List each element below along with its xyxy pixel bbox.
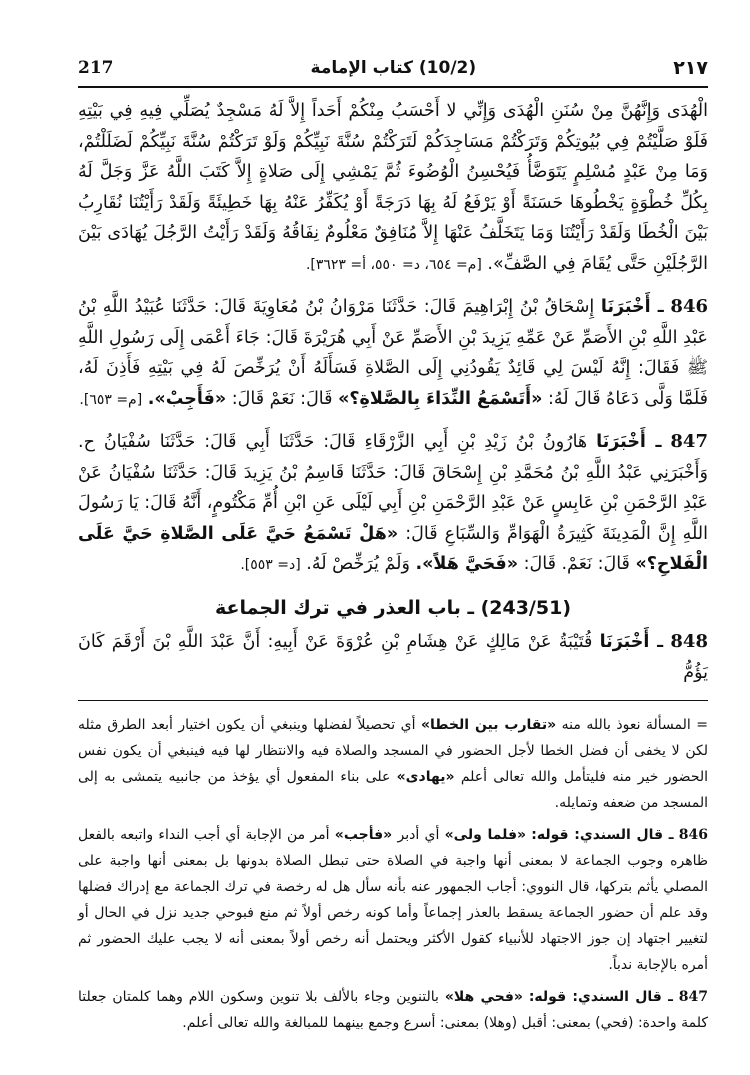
- hadith-number: 846: [670, 296, 708, 317]
- hadith-846: 846 ـ أَخْبَرَنَا إِسْحَاقُ بْنُ إِبْرَاهِيمَ قَالَ: حَدَّثَنَا مَرْوَانُ بْنُ مُعَاوِيَةَ قَالَ: حَدَّثَنَا عُبَيْدُ اللَّهِ بْنُ عَبْدِ اللَّهِ بْنِ الأَصَمِّ عَنْ عَمِّهِ يَزِيدَ بْنِ الأَصَمِّ عَنْ أَبِي هُرَيْرَةَ قَالَ: جَاءَ أَعْمَى إِلَى رَسُولِ اللَّهِ ﷺ فَقَالَ: إِنَّهُ لَيْسَ لِي قَائِدٌ يَقُودُنِي إِلَى الصَّلاةِ فَسَأَلَهُ أَنْ يُرَخِّصَ لَهُ فِي بَيْتِهِ فَأَذِنَ لَهُ، فَلَمَّا وَلَّى دَعَاهُ قَالَ لَهُ: «أَتَسْمَعُ النِّدَاءَ بِالصَّلاةِ؟» قَالَ: نَعَمْ قَالَ: «فَأَجِبْ». [م= ٦٥٣].: [78, 296, 708, 409]
- hadith-reference: [د= ٥٥٣].: [240, 557, 301, 573]
- footnote-text: على بناء المفعول أي يؤخذ من جانبيه يتمشى به إلى المسجد من ضعفه وتمايله.: [78, 769, 708, 811]
- hadith-continuation: [78, 96, 708, 280]
- footnote-continuation: [78, 712, 708, 816]
- hadith-quote: «فَأَجِبْ».: [147, 388, 227, 409]
- footnote-number: 847: [678, 989, 708, 1005]
- footnote-keyword: «يهادى»: [396, 769, 455, 785]
- footnote-label: ـ قال السندي: قوله:: [528, 989, 673, 1005]
- hadith-848: 848 ـ أَخْبَرَنَا قُتَيْبَةُ عَنْ مَالِكٍ عَنْ هِشَامِ بْنِ عُرْوَةَ عَنْ أَبِيهِ: أَنَّ عَبْدَ اللَّهِ بْنَ أَرْقَمَ كَانَ يَؤُمُّ: [78, 631, 708, 683]
- hadith-quote: «فَحَيَّ هَلاً».: [415, 554, 519, 574]
- hadith-847: 847 ـ أَخْبَرَنَا هَارُونُ بْنُ زَيْدِ بْنِ أَبِي الزَّرْقَاءِ قَالَ: حَدَّثَنَا أَبِي قَالَ: حَدَّثَنَا سُفْيَانُ ح. وَأَخْبَرَنِي عَبْدُ اللَّهِ بْنُ مُحَمَّدِ بْنِ إِسْحَاقَ قَالَ: حَدَّثَنَا قَاسِمُ بْنُ يَزِيدَ قَالَ: حَدَّثَنَا سُفْيَانُ عَنْ عَبْدِ الرَّحْمَنِ بْنِ عَابِسٍ عَنْ عَبْدِ الرَّحْمَنِ بْنِ أَبِي لَيْلَى عَنِ ابْنِ أُمِّ مَكْتُومٍ، أَنَّهُ قَالَ: يَا رَسُولَ اللَّهِ إِنَّ الْمَدِينَةَ كَثِيرَةُ الْهَوَامِّ وَالسِّبَاعِ قَالَ: «هَلْ تَسْمَعُ حَيَّ عَلَى الصَّلاةِ حَيَّ عَلَى الْفَلاحِ؟» قَالَ: نَعَمْ. قَالَ: «فَحَيَّ هَلاً». وَلَمْ يُرَخِّصْ لَهُ. [د= ٥٥٣].: [78, 431, 708, 574]
- akhbarana-keyword: أَخْبَرَنَا: [600, 297, 651, 317]
- hadith-text: الْهُدَى وَإِنَّهُنَّ مِنْ سُنَنِ الْهُدَى وَإِنِّي لا أَحْسَبُ مِنْكُمْ أَحَداً إِلاَّ لَهُ مَسْجِدٌ يُصَلِّي فِيهِ فِي بَيْتِهِ فَلَوْ صَلَّيْتُمْ فِي بُيُوتِكُمْ وَتَرَكْتُمْ مَسَاجِدَكُمْ لَتَرَكْتُمْ سُنَّةَ نَبِيِّكُمْ وَلَوْ تَرَكْتُمْ سُنَّةَ نَبِيِّكُمْ لَضَلَلْتُمْ، وَمَا مِنْ عَبْدٍ مُسْلِمٍ يَتَوَضَّأُ فَيُحْسِنُ الْوُضُوءَ ثُمَّ يَمْشِي إِلَى صَلاةٍ إِلاَّ كَتَبَ اللَّهُ عَزَّ وَجَلَّ لَهُ بِكُلِّ خُطْوَةٍ يَخْطُوهَا حَسَنَةً أَوْ يَرْفَعُ لَهُ بِهَا دَرَجَةً أَوْ يُكَفِّرُ عَنْهُ بِهَا خَطِيئَةً وَلَقَدْ رَأَيْتُنَا نُقَارِبُ بَيْنَ الْخُطَا وَلَقَدْ رَأَيْتُنَا وَمَا يَتَخَلَّفُ عَنْهَا إِلاَّ مُنَافِقٌ مَعْلُومٌ نِفَاقُهُ وَلَقَدْ رَأَيْتُ الرَّجُلَ يُهَادَى بَيْنَ الرَّجُلَيْنِ حَتَّى يُقَامَ فِي الصَّفِّ».: [78, 101, 708, 274]
- hadith-number: 847: [670, 431, 708, 452]
- page-number-latin: 217: [78, 58, 114, 78]
- footnotes: [78, 712, 708, 1042]
- footnote-keyword: «تقارب بين الخطا»: [420, 717, 557, 733]
- akhbarana-keyword: أَخْبَرَنَا: [599, 632, 650, 652]
- footnote-text: أي أدبر: [397, 827, 440, 843]
- page-number-arabic: ٢١٧: [673, 57, 708, 79]
- footnote-846: [78, 822, 708, 978]
- hadith-quote: «هَلْ تَسْمَعُ حَيَّ عَلَى الصَّلاةِ حَيَّ عَلَى الْفَلاحِ؟»: [78, 523, 708, 574]
- hadith-reference: [م= ٦٥٤، د= ٥٥٠، أ= ٣٦٢٣].: [305, 256, 482, 273]
- hadith-text: قَالَ: نَعَمْ قَالَ:: [231, 388, 333, 409]
- main-text: [78, 96, 708, 700]
- footnote-keyword: «فحي هلا»: [444, 989, 523, 1005]
- hadith-text: وَلَمْ يُرَخِّصْ لَهُ.: [306, 554, 410, 574]
- akhbarana-keyword: أَخْبَرَنَا: [596, 432, 646, 452]
- continuation-mark: =: [696, 717, 709, 733]
- footnote-847: [78, 984, 708, 1036]
- hadith-number: 848: [670, 631, 708, 652]
- hadith-text: إِسْحَاقُ بْنُ إِبْرَاهِيمَ قَالَ: حَدَّثَنَا مَرْوَانُ بْنُ مُعَاوِيَةَ قَالَ: حَدَّثَنَا عُبَيْدُ اللَّهِ بْنُ عَبْدِ اللَّهِ بْنِ الأَصَمِّ عَنْ عَمِّهِ يَزِيدَ بْنِ الأَصَمِّ عَنْ أَبِي هُرَيْرَةَ قَالَ: جَاءَ أَعْمَى إِلَى رَسُولِ اللَّهِ ﷺ فَقَالَ: إِنَّهُ لَيْسَ لِي قَائِدٌ يَقُودُنِي إِلَى الصَّلاةِ فَسَأَلَهُ أَنْ يُرَخِّصَ لَهُ فِي بَيْتِهِ فَأَذِنَ لَهُ، فَلَمَّا وَلَّى دَعَاهُ قَالَ لَهُ:: [78, 297, 708, 409]
- hadith-text: قَالَ: نَعَمْ. قَالَ:: [523, 554, 630, 574]
- footnote-text: أي تحصيلاً لفضلها وينبغي أن يكون اختيار أبعد الطرق مثله لكن لا يخفى أن فضل الخطا لأجل الحضور في المسجد والصلاة فيه والانتظار لها فيه فينبغي أن يكون نفس الحضور خير منه فليتأمل والله تعالى أعلم: [78, 717, 709, 785]
- hadith-quote: «أَتَسْمَعُ النِّدَاءَ بِالصَّلاةِ؟»: [338, 388, 543, 409]
- footnote-keyword: «فأجب»: [334, 827, 393, 843]
- footnote-label: ـ قال السندي: قوله:: [531, 827, 674, 843]
- hadith-text: قُتَيْبَةُ عَنْ مَالِكٍ عَنْ هِشَامِ بْنِ عُرْوَةَ عَنْ أَبِيهِ: أَنَّ عَبْدَ اللَّهِ بْنَ أَرْقَمَ كَانَ يَؤُمُّ: [78, 632, 708, 683]
- footnote-text: بالتنوين وجاء بالألف بلا تنوين وسكون اللام وهما كلمتان جعلتا كلمة واحدة: (فحي) بمعنى: أقبل (وهلا) بمعنى: أسرع وجمع بينهما للمبالغة والله تعالى أعلم.: [78, 989, 708, 1031]
- chapter-heading: (243/51) ـ باب العذر في ترك الجماعة: [215, 596, 571, 619]
- running-title: (10/2) كتاب الإمامة: [310, 58, 477, 78]
- page-header: [78, 50, 708, 88]
- footnote-divider: [78, 700, 708, 701]
- hadith-reference: [م= ٦٥٣].: [79, 391, 143, 408]
- footnote-text: أمر من الإجابة أي أجب النداء واتبعه بالفعل ظاهره وجوب الجماعة لا بمعنى أنها واجبة في الصلاة حتى تبطل الصلاة بدونها بل بمعنى أنها واجبة على المصلي يأثم بتركها، قال النووي: أجاب الجمهور عنه بأنه سأل هل له رخصة في ترك الجماعة مع إدراك فضلها وقد علم أن حضور الجماعة يسقط بالعذر إجماعاً وأما كونه رخص أولاً ثم منع فبوحي جديد نزل في الحال أو لتغيير اجتهاد إن جوز الاجتهاد للأنبياء كقول الأكثر ويحتمل أنه رخص أولاً بمعنى أنه لا يجب عليك الحضور ثم أمره بالإجابة ندباً.: [78, 827, 708, 973]
- footnote-keyword: «فلما ولى»: [444, 827, 527, 843]
- footnote-number: 846: [678, 827, 709, 843]
- hadith-text: هَارُونُ بْنُ زَيْدِ بْنِ أَبِي الزَّرْقَاءِ قَالَ: حَدَّثَنَا أَبِي قَالَ: حَدَّثَنَا سُفْيَانُ ح. وَأَخْبَرَنِي عَبْدُ اللَّهِ بْنُ مُحَمَّدِ بْنِ إِسْحَاقَ قَالَ: حَدَّثَنَا قَاسِمُ بْنُ يَزِيدَ قَالَ: حَدَّثَنَا سُفْيَانُ عَنْ عَبْدِ الرَّحْمَنِ بْنِ عَابِسٍ عَنْ عَبْدِ الرَّحْمَنِ بْنِ أَبِي لَيْلَى عَنِ ابْنِ أُمِّ مَكْتُومٍ، أَنَّهُ قَالَ: يَا رَسُولَ اللَّهِ إِنَّ الْمَدِينَةَ كَثِيرَةُ الْهَوَامِّ وَالسِّبَاعِ قَالَ:: [78, 432, 708, 544]
- footnote-text: المسألة نعوذ بالله منه: [561, 717, 691, 733]
